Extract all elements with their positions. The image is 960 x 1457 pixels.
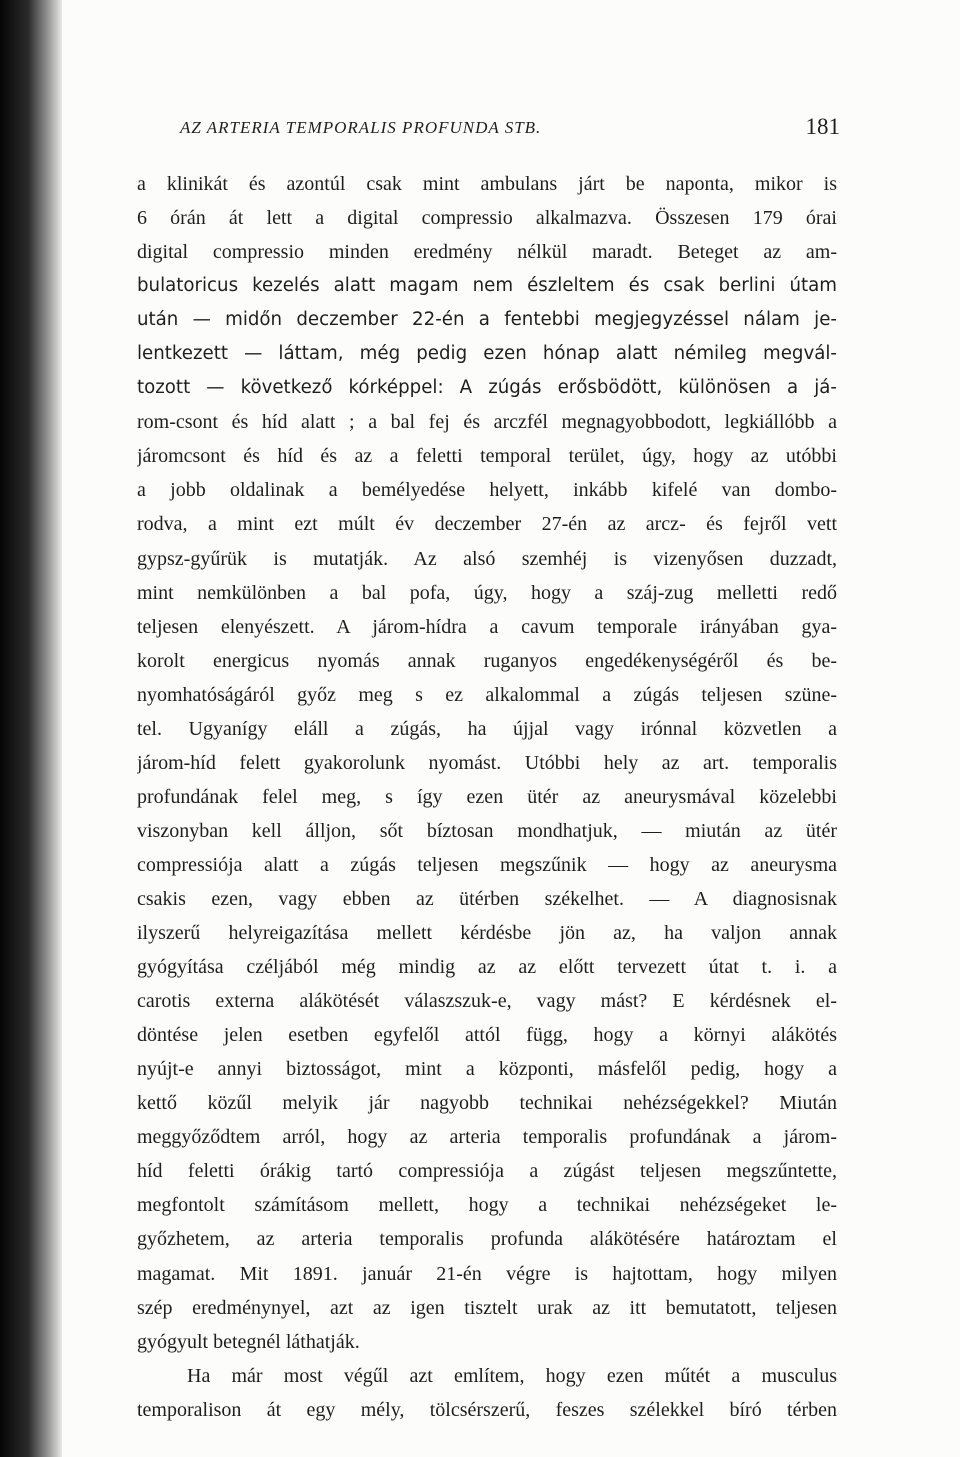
text-line: nyújt-e annyi biztosságot, mint a központi, másfelől pedig, hogy a <box>137 1058 837 1081</box>
text-line: meggyőződtem arról, hogy az arteria temporalis profundának a járom- <box>137 1126 837 1149</box>
text-line: profundának felel meg, s így ezen ütér az aneurysmával közelebbi <box>137 785 837 808</box>
page-header <box>180 114 840 148</box>
text-line: kettő közűl melyik jár nagyobb technikai nehézségekkel? Miután <box>137 1092 837 1115</box>
body-text <box>137 167 837 1427</box>
text-line: tel. Ugyanígy eláll a zúgás, ha újjal vagy irónnal közvetlen a <box>137 717 837 740</box>
text-line: bulatoricus kezelés alatt magam nem észleltem és csak berlini útam <box>137 275 837 297</box>
text-line: korolt energicus nyomás annak ruganyos engedékenységéről és be- <box>137 649 837 672</box>
page-number: 181 <box>805 114 840 139</box>
running-head: AZ ARTERIA TEMPORALIS PROFUNDA STB. <box>180 118 542 137</box>
text-line: teljesen elenyészett. A járom-hídra a cavum temporale irányában gya- <box>137 615 837 638</box>
text-line: után — midőn deczember 22-én a fentebbi megjegyzéssel nálam je- <box>137 309 837 331</box>
text-line: carotis externa alákötését válaszszuk-e, vagy mást? E kérdésnek el- <box>137 990 837 1013</box>
text-line: döntése jelen esetben egyfelől attól függ, hogy a környi alákötés <box>137 1024 837 1047</box>
text-line: csakis ezen, vagy ebben az ütérben székelhet. — A diagnosisnak <box>137 887 837 910</box>
text-line: rom-csont és híd alatt ; a bal fej és arczfél megnagyobbodott, legkiállóbb a <box>137 411 837 434</box>
text-line: megfontolt számításom mellett, hogy a technikai nehézségeket le- <box>137 1194 837 1217</box>
text-line: ilyszerű helyreigazítása mellett kérdésbe jön az, ha valjon annak <box>137 922 837 945</box>
text-line: járom-híd felett gyakorolunk nyomást. Utóbbi hely az art. temporalis <box>137 751 837 774</box>
text-line: gyógyítása czéljából még mindig az az előtt tervezett útat t. i. a <box>137 956 837 979</box>
text-line: lentkezett — láttam, még pedig ezen hónap alatt némileg megvál- <box>137 343 837 365</box>
text-line: mint nemkülönben a bal pofa, úgy, hogy a száj-zug melletti redő <box>137 581 837 604</box>
text-line: viszonyban kell álljon, sőt bíztosan mondhatjuk, — miután az ütér <box>137 819 837 842</box>
text-line: rodva, a mint ezt múlt év deczember 27-én az arcz- és fejről vett <box>137 513 837 536</box>
text-line: nyomhatóságáról győz meg s ez alkalommal a zúgás teljesen szüne- <box>137 683 837 706</box>
text-line: győzhetem, az arteria temporalis profunda alákötésére határoztam el <box>137 1228 837 1251</box>
text-line: Ha már most végűl azt említem, hogy ezen műtét a musculus <box>187 1364 837 1387</box>
text-line: gyógyult betegnél láthatják. <box>137 1330 360 1353</box>
text-line: magamat. Mit 1891. január 21-én végre is hajtottam, hogy milyen <box>137 1262 837 1285</box>
text-line: a klinikát és azontúl csak mint ambulans járt be naponta, mikor is <box>137 173 837 195</box>
text-line: 6 órán át lett a digital compressio alkalmazva. Összesen 179 órai <box>137 207 837 230</box>
text-line: híd feletti órákig tartó compressiója a zúgást teljesen megszűntette, <box>137 1160 837 1183</box>
binding-shadow <box>0 0 62 1457</box>
text-line: szép eredménynyel, azt az igen tisztelt urak az itt bemutatott, teljesen <box>137 1296 837 1319</box>
text-line: temporalison át egy mély, tölcsérszerű, feszes szélekkel bíró térben <box>137 1398 837 1421</box>
text-line: compressiója alatt a zúgás teljesen megszűnik — hogy az aneurysma <box>137 853 837 876</box>
text-line: digital compressio minden eredmény nélkül maradt. Beteget az am- <box>137 241 837 264</box>
text-line: gypsz-gyűrük is mutatják. Az alsó szemhéj is vizenyősen duzzadt, <box>137 547 837 570</box>
text-line: tozott — következő kórképpel: A zúgás erősbödött, különösen a já- <box>137 377 837 399</box>
text-line: járomcsont és híd és az a feletti temporal terület, úgy, hogy az utóbbi <box>137 445 837 468</box>
text-line: a jobb oldalinak a bemélyedése helyett, inkább kifelé van dombo- <box>137 479 837 502</box>
